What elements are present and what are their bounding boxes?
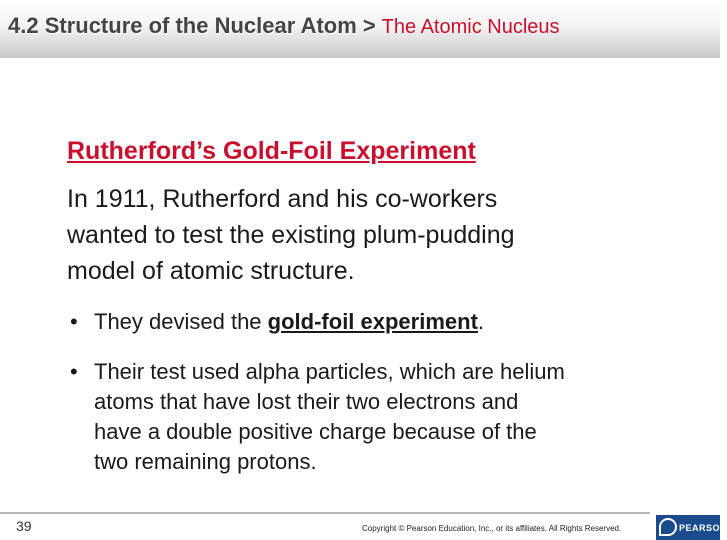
lesson-subtitle: The Atomic Nucleus xyxy=(381,16,560,38)
bullet-line: have a double positive charge because of the xyxy=(94,419,537,444)
breadcrumb-separator: > xyxy=(362,13,376,38)
header-title-row xyxy=(8,13,560,39)
bullet-line: Their test used alpha particles, which are helium xyxy=(94,359,565,384)
intro-paragraph xyxy=(67,181,667,289)
page-number: 39 xyxy=(16,518,32,534)
intro-line: In 1911, Rutherford and his co-workers xyxy=(67,185,498,213)
copyright-notice: Copyright © Pearson Education, Inc., or its affiliates. All Rights Reserved. xyxy=(362,524,622,533)
bullet-text xyxy=(94,357,694,477)
bullet-text xyxy=(94,307,694,337)
bullet-suffix: . xyxy=(477,309,485,334)
slide-heading: Rutherford’s Gold-Foil Experiment xyxy=(67,137,476,165)
bullet-prefix: They devised the xyxy=(94,309,268,334)
bullet-marker: • xyxy=(70,309,78,334)
pearson-logo-icon xyxy=(659,518,677,536)
key-term: gold-foil experiment xyxy=(267,309,478,334)
logo-wordmark: PEARSON xyxy=(679,523,727,533)
bullet-line: atoms that have lost their two electrons and xyxy=(94,389,519,414)
slide-header xyxy=(0,0,720,58)
footer-divider xyxy=(0,512,650,514)
bullet-marker: • xyxy=(70,359,78,384)
bullet-line: two remaining protons. xyxy=(94,449,317,474)
section-title: 4.2 Structure of the Nuclear Atom xyxy=(8,13,357,38)
intro-line: wanted to test the existing plum-pudding xyxy=(67,221,515,249)
pearson-logo xyxy=(656,515,727,540)
intro-line: model of atomic structure. xyxy=(67,257,355,285)
